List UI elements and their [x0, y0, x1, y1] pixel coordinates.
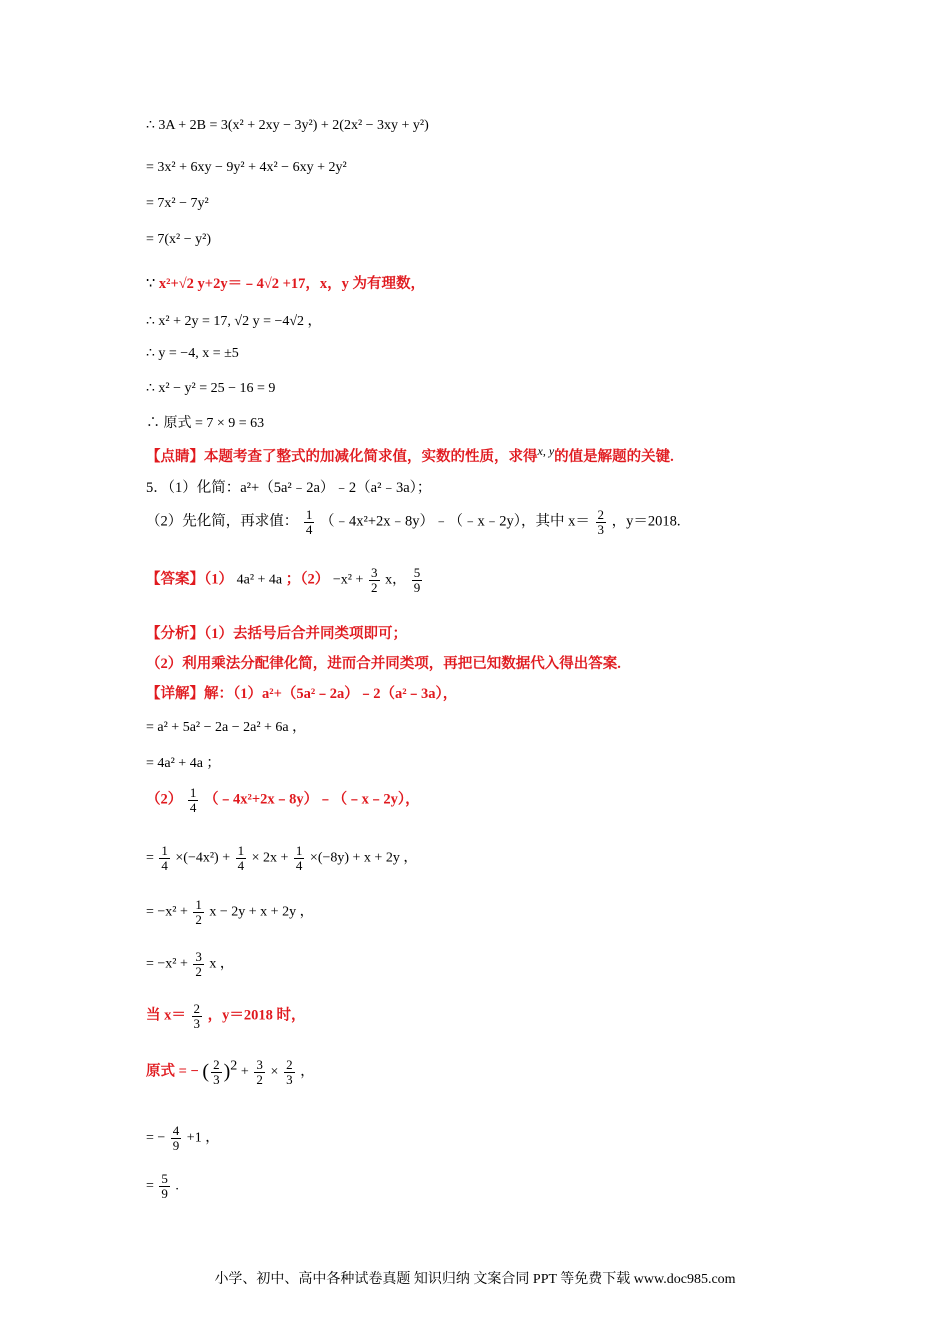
equals-sign: =	[146, 850, 154, 866]
evaluation-line-2	[146, 1124, 219, 1152]
fraction-three-halves: $\frac{3}{2}$	[256, 1057, 263, 1087]
term-b: x ，	[209, 956, 234, 972]
fraction-one-half: $\frac{1}{2}$	[195, 897, 202, 927]
equals-sign: =	[146, 1178, 154, 1194]
question-5-part-1: 5．（1）化简：a²+（5a²﹣2a）﹣2（a²﹣3a）；	[146, 480, 432, 496]
step-line-8: ∴ x² − y² = 25 − 16 = 9	[146, 381, 276, 396]
q2-prefix: （2）先化简，再求值：	[146, 513, 299, 530]
because-symbol: ∵	[146, 276, 156, 292]
step-line-3: = 7x² − 7y²	[146, 196, 209, 211]
step-line-4: = 7(x² − y²)	[146, 232, 212, 247]
q2-expression: （﹣4x²+2x﹣8y）﹣（﹣x﹣2y），其中 x＝	[320, 513, 590, 530]
solution-line-1: 【详解】解：（1）a²+（5a²﹣2a）﹣2（a²﹣3a），	[146, 686, 458, 702]
fraction-two-thirds: $\frac{2}{3}$	[213, 1057, 220, 1087]
fraction-two-thirds: $\frac{2}{3}$	[193, 1001, 200, 1031]
comment-variables: x, y	[537, 444, 555, 458]
given-condition: x²+√2 y+2y＝﹣4√2 +17，x，y 为有理数，	[158, 276, 426, 292]
step-line-7: ∴ y = −4, x = ±5	[146, 346, 239, 361]
fraction-five-ninths: $\frac{5}{9}$	[161, 1171, 168, 1201]
part-2-label: （2）	[146, 791, 183, 808]
solution-line-6	[146, 898, 314, 926]
term-b: x − 2y + x + 2y ，	[209, 904, 314, 920]
solution-line-5	[146, 844, 417, 872]
fraction-one-quarter: $\frac{1}{4}$	[161, 843, 168, 873]
answer-line	[146, 566, 424, 594]
fraction-two-thirds: $\frac{2}{3}$	[286, 1057, 293, 1087]
answer-part-1: 4a² + 4a	[236, 572, 283, 588]
fraction-four-ninths: $\frac{4}{9}$	[172, 1123, 180, 1153]
when-x: 当 x＝	[146, 1007, 186, 1024]
term-1: ×(−4x²) +	[175, 850, 231, 866]
analysis-line-2: （2）利用乘法分配律化简，进而合并同类项，再把已知数据代入得出答案.	[146, 656, 621, 672]
question-5-part-2	[146, 508, 681, 536]
period: .	[175, 1178, 179, 1194]
step-line-2: = 3x² + 6xy − 9y² + 4x² − 6xy + 2y²	[146, 160, 347, 175]
comment-line	[146, 444, 674, 466]
evaluation-line-1	[146, 1058, 314, 1086]
plus-sign: +	[240, 1064, 249, 1080]
answer-part-2-a: −x² +	[332, 572, 364, 588]
fraction-one-quarter: $\frac{1}{4}$	[189, 785, 197, 815]
fraction-five-ninths: $\frac{5}{9}$	[413, 565, 421, 595]
solution-line-3: = 4a² + 4a ；	[146, 756, 221, 771]
fraction-three-halves: $\frac{3}{2}$	[371, 565, 378, 595]
step-line-6: ∴ x² + 2y = 17, √2 y = −4√2 ，	[146, 314, 322, 329]
comment-text-b: 的值是解题的关键.	[554, 448, 674, 465]
evaluation-line-3	[146, 1172, 179, 1200]
step-line-9: ∴ 原式 = 7 × 9 = 63	[146, 416, 265, 431]
part-2-expression: （﹣4x²+2x﹣8y）﹣（﹣x﹣2y），	[204, 791, 420, 808]
term-a: = −x² +	[146, 956, 188, 972]
times-sign: ×	[270, 1064, 279, 1080]
solution-line-7	[146, 950, 234, 978]
right-paren: )	[223, 1060, 231, 1083]
equals-minus: = −	[146, 1130, 166, 1146]
when-y: ，y＝2018 时，	[207, 1007, 306, 1024]
left-paren: (	[202, 1060, 210, 1083]
answer-part-2-b: x，	[385, 572, 407, 588]
term-3: ×(−8y) + x + 2y ，	[309, 850, 418, 866]
plus-one: +1 ，	[186, 1130, 220, 1146]
term-a: = −x² +	[146, 904, 188, 920]
square-exponent: 2	[230, 1058, 238, 1074]
comma: ，	[300, 1064, 315, 1080]
comment-text-a: 【点睛】本题考查了整式的加减化简求值，实数的性质，求得	[146, 448, 538, 465]
analysis-line-1: 【分析】（1）去括号后合并同类项即可；	[146, 626, 407, 642]
term-2: × 2x +	[251, 850, 289, 866]
fraction-three-halves: $\frac{3}{2}$	[195, 949, 202, 979]
step-line-1: ∴ 3A + 2B = 3(x² + 2xy − 3y²) + 2(2x² − 3xy + y²)	[146, 118, 429, 133]
answer-label: 【答案】（1）	[146, 571, 233, 588]
fraction-one-quarter: $\frac{1}{4}$	[237, 843, 245, 873]
substitution-line	[146, 1002, 306, 1030]
answer-separator: ；（2）	[285, 571, 330, 588]
original-expression-label: 原式 = −	[146, 1063, 199, 1080]
solution-part-2-line	[146, 786, 420, 814]
given-line	[146, 272, 425, 293]
q2-suffix: ，y＝2018.	[611, 513, 681, 530]
solution-line-2: = a² + 5a² − 2a − 2a² + 6a ，	[146, 720, 307, 735]
fraction-one-quarter: $\frac{1}{4}$	[295, 843, 303, 873]
fraction-one-quarter: $\frac{1}{4}$	[305, 507, 313, 537]
fraction-two-thirds: $\frac{2}{3}$	[597, 507, 605, 537]
page-footer: 小学、初中、高中各种试卷真题 知识归纳 文案合同 PPT 等免费下载 www.doc985.com	[214, 1272, 736, 1287]
